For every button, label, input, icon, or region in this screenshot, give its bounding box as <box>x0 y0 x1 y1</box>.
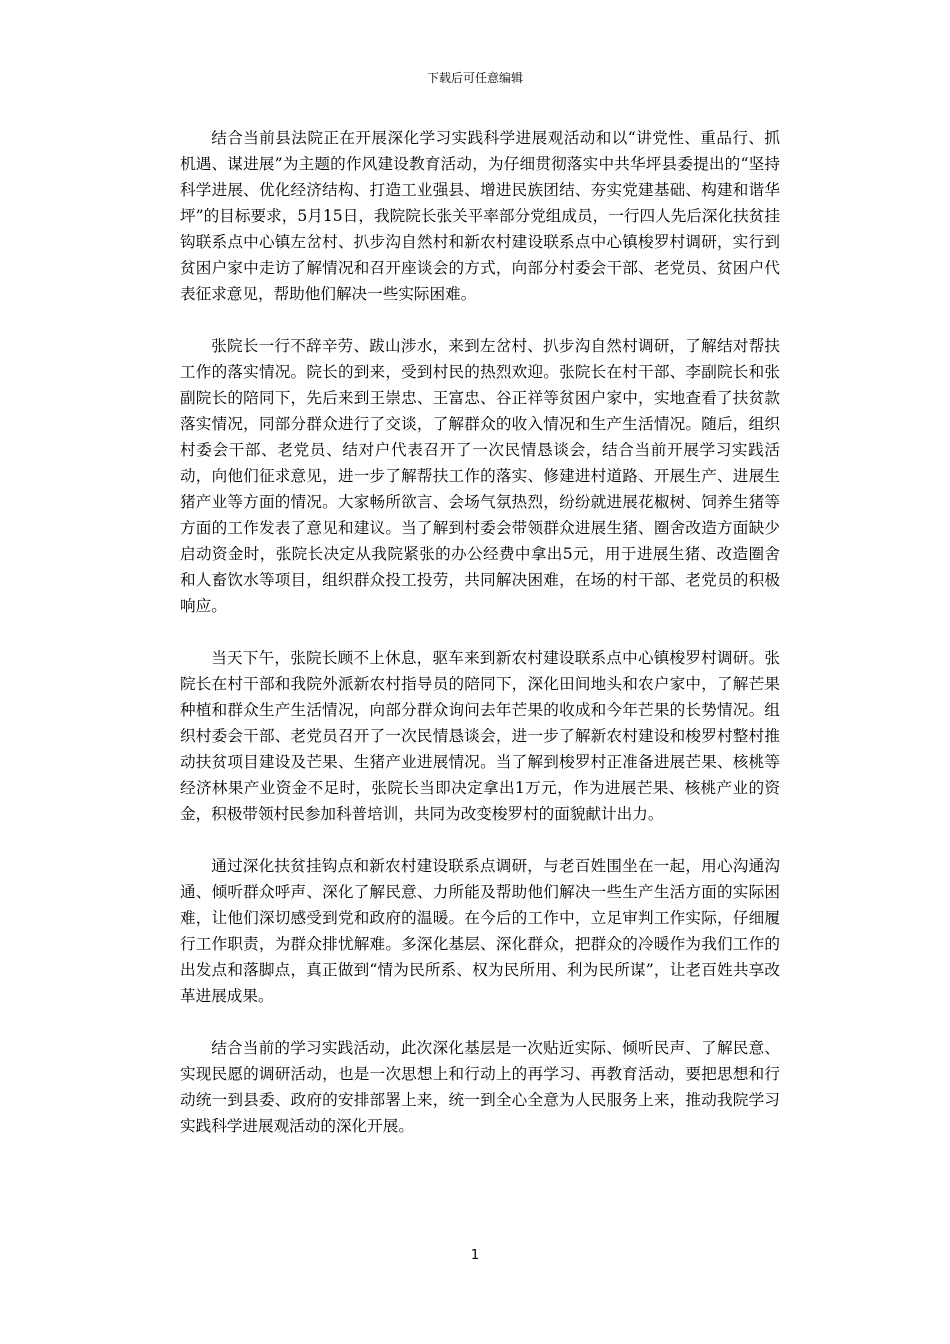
paragraph: 通过深化扶贫挂钩点和新农村建设联系点调研，与老百姓围坐在一起，用心沟通沟通、倾听群众呼声、深化了解民意、力所能及帮助他们解决一些生产生活方面的实际困难，让他们深切感受到党和政府的温暖。在今后的工作中，立足审判工作实际，仔细履行工作职责，为群众排忧解难。多深化基层、深化群众，把群众的冷暖作为我们工作的出发点和落脚点，真正做到“情为民所系、权为民所用、利为民所谋”，让老百姓共享改革进展成果。 <box>180 857 780 1005</box>
paragraph: 当天下午，张院长顾不上休息，驱车来到新农村建设联系点中心镇梭罗村调研。张院长在村干部和我院外派新农村指导员的陪同下，深化田间地头和农户家中，了解芒果种植和群众生产生活情况，向部分群众询问去年芒果的收成和今年芒果的长势情况。组织村委会干部、老党员召开了一次民情恳谈会，进一步了解新农村建设和梭罗村整村推动扶贫项目建设及芒果、生猪产业进展情况。当了解到梭罗村正准备进展芒果、核桃等经济林果产业资金不足时，张院长当即决定拿出1万元，作为进展芒果、核桃产业的资金，积极带领村民参加科普培训，共同为改变梭罗村的面貌献计出力。 <box>180 649 780 823</box>
document-body <box>180 125 780 1165</box>
paragraph: 结合当前的学习实践活动，此次深化基层是一次贴近实际、倾听民声、了解民意、实现民愿的调研活动，也是一次思想上和行动上的再学习、再教育活动，要把思想和行动统一到县委、政府的安排部署上来，统一到全心全意为人民服务上来，推动我院学习实践科学进展观活动的深化开展。 <box>180 1039 780 1135</box>
paragraph: 张院长一行不辞辛劳、跋山涉水，来到左岔村、扒步沟自然村调研，了解结对帮扶工作的落实情况。院长的到来，受到村民的热烈欢迎。张院长在村干部、李副院长和张副院长的陪同下，先后来到王崇忠、王富忠、谷正祥等贫困户家中，实地查看了扶贫款落实情况，同部分群众进行了交谈，了解群众的收入情况和生产生活情况。随后，组织村委会干部、老党员、结对户代表召开了一次民情恳谈会，结合当前开展学习实践活动，向他们征求意见，进一步了解帮扶工作的落实、修建进村道路、开展生产、进展生猪产业等方面的情况。大家畅所欲言、会场气氛热烈，纷纷就进展花椒树、饲养生猪等方面的工作发表了意见和建议。当了解到村委会带领群众进展生猪、圈舍改造方面缺少启动资金时，张院长决定从我院紧张的办公经费中拿出5元，用于进展生猪、改造圈舍和人畜饮水等项目，组织群众投工投劳，共同解决困难，在场的村干部、老党员的积极响应。 <box>180 337 780 615</box>
page-number: 1 <box>470 1248 480 1263</box>
paragraph: 结合当前县法院正在开展深化学习实践科学进展观活动和以“讲党性、重品行、抓机遇、谋进展”为主题的作风建设教育活动，为仔细贯彻落实中共华坪县委提出的“坚持科学进展、优化经济结构、打造工业强县、增进民族团结、夯实党建基础、构建和谐华坪”的目标要求，5月15日，我院院长张关平率部分党组成员，一行四人先后深化扶贫挂钩联系点中心镇左岔村、扒步沟自然村和新农村建设联系点中心镇梭罗村调研，实行到贫困户家中走访了解情况和召开座谈会的方式，向部分村委会干部、老党员、贫困户代表征求意见，帮助他们解决一些实际困难。 <box>180 129 780 303</box>
page-header: 下载后可任意编辑 <box>426 71 523 85</box>
